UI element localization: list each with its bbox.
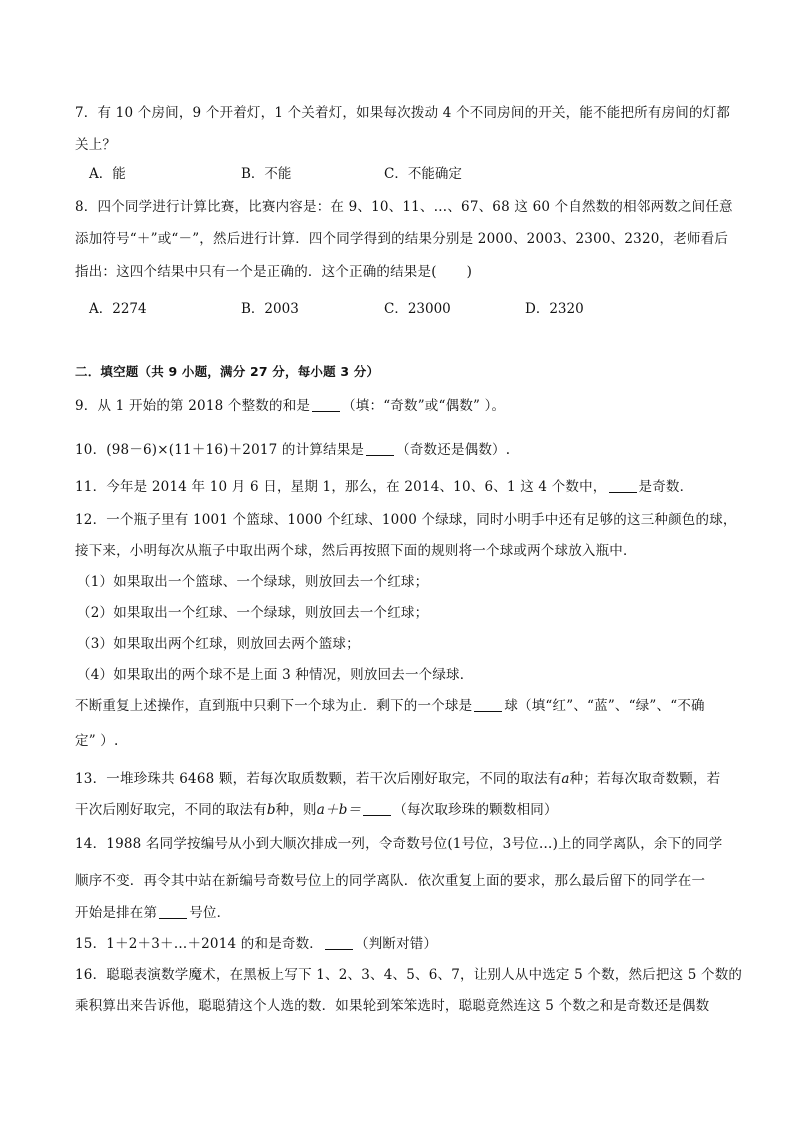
- q12-rule-4: （4）如果取出的两个球不是上面 3 种情况，则放回去一个绿球．: [77, 667, 474, 683]
- q14-text-line1: 14．1988 名同学按编号从小到大顺次排成一列，令奇数号位(1号位，3号位…)上的同学离队，余下的同学: [75, 836, 723, 852]
- q13-text-line2-c: （每次取珍珠的颗数相同）: [393, 802, 558, 818]
- q13-expression: a＋b＝: [316, 802, 362, 818]
- answer-blank: [474, 697, 502, 712]
- q14-text-line3-b: 号位．: [189, 905, 231, 921]
- q15-text-a: 15．1＋2＋3＋…＋2014 的和是奇数．: [75, 936, 323, 952]
- q12-text-line3: [75, 696, 754, 716]
- q16-text-line2: 乘积算出来告诉他，聪聪猜这个人选的数．如果轮到笨笨选时，聪聪竟然连这 5 个数之和是奇数还是偶数: [75, 998, 710, 1014]
- q13-text-line1: [75, 769, 754, 789]
- q8-option-b: B．2003: [241, 301, 299, 317]
- q7-text-line1: 7．有 10 个房间，9 个开着灯，1 个关着灯，如果每次拨动 4 个不同房间的开关，能不能把所有房间的灯都: [75, 105, 731, 121]
- section-title: 二．填空题（共 9 小题，满分 27 分，每小题 3 分）: [75, 364, 380, 379]
- q12-rule-2: （2）如果取出一个红球、一个绿球，则放回去一个红球；: [77, 605, 429, 621]
- answer-blank: [366, 441, 394, 456]
- q12-text-line2: 接下来，小明每次从瓶子中取出两个球，然后再按照下面的规则将一个球或两个球放入瓶中．: [75, 543, 637, 559]
- q8-option-a: A．2274: [89, 301, 147, 317]
- q8-text-line3-a: 指出：这四个结果中只有一个是正确的．这个正确的结果是(: [75, 264, 437, 280]
- variable-b: b: [266, 802, 276, 818]
- q12-text-line3-b: 球（填“红”、“蓝”、“绿”、“不确: [504, 698, 705, 714]
- answer-blank: [312, 397, 340, 412]
- q13-text-line2: [75, 800, 754, 820]
- q10-text-b: （奇数还是偶数）.: [396, 442, 511, 458]
- q8-option-c: C．23000: [384, 301, 451, 317]
- q8-text-line2: 添加符号“＋”或“－”，然后进行计算．四个同学得到的结果分别是 2000、2003、2300、2320，老师看后: [75, 231, 729, 247]
- q14-text-line2: 顺序不变．再令其中站在新编号奇数号位上的同学离队．依次重复上面的要求，那么最后留下的同学在一: [75, 873, 706, 889]
- variable-a: a: [561, 771, 570, 787]
- q11-text: [75, 477, 754, 497]
- q8-text-line1: 8．四个同学进行计算比赛，比赛内容是：在 9、10、11、…、67、68 这 60 个自然数的相邻两数之间任意: [75, 199, 733, 215]
- q13-text-line1-b: 种；若每次取奇数颗，若: [569, 771, 721, 787]
- q10-text-a: 10．(98－6)×(11＋16)＋2017 的计算结果是: [75, 442, 365, 458]
- q7-option-c: C．不能确定: [384, 166, 462, 182]
- q10-text: [75, 440, 754, 460]
- q12-text-line4: 定” ）.: [75, 733, 119, 749]
- answer-blank: [159, 904, 187, 919]
- q8-text-line3: [75, 262, 754, 282]
- q16-text-line1: 16．聪聪表演数学魔术，在黑板上写下 1、2、3、4、5、6、7，让别人从中选定 5 个数，然后把这 5 个数的: [75, 967, 743, 983]
- q11-text-b: 是奇数．: [638, 479, 694, 495]
- q12-rule-1: （1）如果取出一个篮球、一个绿球，则放回去一个红球；: [77, 574, 429, 590]
- answer-blank: [363, 801, 391, 816]
- q9-text-b: （填：“奇数”或“偶数” ）。: [342, 398, 506, 414]
- q8-option-d: D．2320: [525, 301, 584, 317]
- q14-text-line3-a: 开始是排在第: [75, 905, 158, 921]
- q13-text-line2-a: 干次后刚好取完，不同的取法有: [75, 802, 267, 818]
- q9-text-a: 9．从 1 开始的第 2018 个整数的和是: [75, 398, 311, 414]
- q12-text-line3-a: 不断重复上述操作，直到瓶中只剩下一个球为止．剩下的一个球是: [75, 698, 473, 714]
- q12-rule-3: （3）如果取出两个红球，则放回去两个篮球；: [77, 636, 360, 652]
- q7-option-b: B．不能: [241, 166, 292, 182]
- answer-blank: [609, 478, 637, 493]
- q13-text-line1-a: 13．一堆珍珠共 6468 颗，若每次取质数颗，若干次后刚好取完，不同的取法有: [75, 771, 562, 787]
- q15-text: [75, 934, 754, 954]
- q14-text-line3: [75, 903, 754, 923]
- q8-text-line3-b: ): [466, 264, 473, 280]
- q7-option-a: A．能: [89, 166, 126, 182]
- q9-text: [75, 396, 754, 416]
- q11-text-a: 11．今年是 2014 年 10 月 6 日，星期 1，那么，在 2014、10、6、1 这 4 个数中，: [75, 479, 607, 495]
- q7-text-line2: 关上？: [75, 137, 117, 153]
- q13-text-line2-b: 种，则: [275, 802, 317, 818]
- q15-text-b: （判断对错）: [355, 936, 438, 952]
- q12-text-line1: 12．一个瓶子里有 1001 个篮球、1000 个红球、1000 个绿球，同时小明手中还有足够的这三种颜色的球，: [75, 512, 737, 528]
- answer-blank: [325, 935, 353, 950]
